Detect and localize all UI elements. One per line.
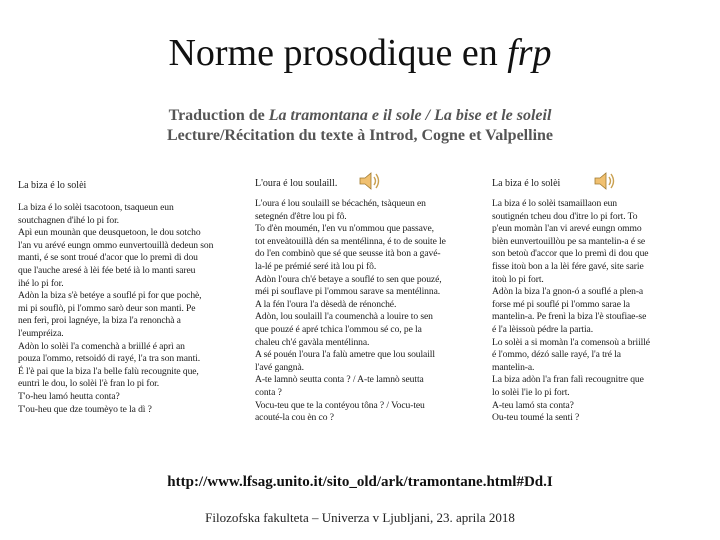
subtitle-italic: La tramontana e il sole / La bise et le soleil [268, 107, 552, 124]
subtitle-prefix: Traduction de [168, 107, 269, 124]
text-line: setegnén d'être lou pi fô. [255, 210, 347, 222]
text-line: L'oura é lou soulaill se bécachén, tsàqueun en [255, 198, 426, 209]
column-text [492, 198, 712, 425]
text-line: conta ? [255, 386, 282, 398]
text-line: méi pi souflave pi l'ommou sarave sa mentélinna. [255, 286, 441, 298]
column-valpelline [492, 172, 712, 425]
text-line: Adòn la biza l'a gnon-ó a souflé a plen-a [492, 286, 644, 298]
text-line: A-teu lamó sta conta? [492, 399, 574, 411]
text-line: Vocu-teu que te la contéyou tôna ? / Vocu-teu [255, 399, 425, 411]
column-heading: L'oura é lou soulaill. [255, 178, 338, 189]
column-cogne [255, 172, 485, 425]
text-line: do l'en combinò que sé que seusse ità bon a gavé- [255, 248, 441, 260]
speaker-icon[interactable] [357, 170, 381, 192]
source-link[interactable]: http://www.lfsag.unito.it/sito_old/ark/tramontane.html#Dd.I [167, 474, 553, 490]
text-line: l'eumpréiza. [18, 327, 64, 339]
text-line: bièn eunvertouillòu pe sa mantelin-a é se [492, 235, 646, 247]
text-line: La biza é lo solèi tsamaillaon eun [492, 198, 618, 209]
text-line: fisse itoù bon a la lèi fére gavé, site sarie [492, 260, 644, 272]
text-line: Apì eun mounàn que deusquetoon, le dou sotcho [18, 227, 201, 239]
text-line: To d'èn moumén, l'en vu n'ommou que passave, [255, 223, 434, 235]
text-line: p'eun momàn l'an vi arevé eungn ommo [492, 223, 642, 235]
text-line: La biza é lo solèi tsacotoon, tsaqueun eun [18, 202, 174, 213]
text-line: A la fén l'oura l'a dèsedà de rénonché. [255, 298, 397, 310]
text-line: mantelin-a. [492, 361, 535, 373]
text-line: lo solèi l'ie lo pi fort. [492, 386, 570, 398]
text-line: Adòn lo solèi l'a comenchà a briillé é aprì an [18, 340, 185, 352]
text-line: Lo solèi a si momàn l'a comensoù a briillé [492, 336, 650, 348]
title-main: Norme prosodique en [168, 32, 508, 74]
column-text [18, 202, 258, 416]
text-line: pouza l'ommo, retsoidó di rayé, l'a tra son manti. [18, 353, 201, 365]
text-line: soutignén tcheu dou d'itre lo pi fort. To [492, 210, 638, 222]
text-line: T'o-heu lamó heutta conta? [18, 390, 120, 402]
column-heading-row [255, 172, 485, 198]
text-line: que pouzé é apré tchica l'ommou sé co, pe la [255, 323, 422, 335]
text-line: la-lé pe prémié seré ità lou pi fô. [255, 260, 377, 272]
text-line: ihé lo pi for. [18, 277, 64, 289]
text-line: Ou-teu toumé la senti ? [492, 412, 580, 424]
subtitle-line-2: Lecture/Récitation du texte à Introd, Cogne et Valpelline [166, 127, 554, 144]
text-line: A sé pouén l'oura l'a falù ametre que lou soulaill [255, 349, 435, 361]
text-line: Adòn, lou soulaill l'a coumenchà a louire to sen [255, 311, 433, 323]
text-line: T'ou-heu que dze toumèyo te la dì ? [18, 403, 152, 415]
text-line: forse mé pi souflé pi l'ommo sarae la [492, 298, 630, 310]
text-line: acouté-la cou èn co ? [255, 412, 334, 424]
text-line: Adòn la biza s'è betéye a souflé pi for que pochè, [18, 290, 202, 302]
text-line: manti, é se sont troué d'acor que lo premì di dou [18, 252, 198, 264]
text-line: Adòn l'oura ch'é betaye a souflé to sen que pouzé, [255, 273, 442, 285]
text-line: itoù lo pi fort. [492, 273, 544, 285]
column-heading: La biza é lo solèi [18, 180, 87, 191]
text-line: l'an vu arévé eungn ommo eunvertouillà dedeun son [18, 239, 214, 251]
page-title [0, 32, 720, 74]
text-line: é l'ommo, dézó salle rayé, l'a tré la [492, 349, 621, 361]
text-line: euntrì le dou, lo solèi l'è fran lo pi for. [18, 378, 160, 390]
page-subtitle [0, 106, 720, 146]
column-text [255, 198, 485, 425]
title-italic: frp [507, 32, 552, 74]
text-line: é l'a lèissoù pédre la partia. [492, 323, 594, 335]
subtitle-line-1 [0, 106, 720, 126]
column-heading-row [18, 172, 258, 198]
text-line: chaleu ch'é gavàla mentélinna. [255, 336, 370, 348]
text-line: La biza adòn l'a fran falì recougnitre que [492, 374, 644, 386]
text-line: soutchagnen d'ihé lo pi for. [18, 214, 119, 226]
text-line: mi pi souflò, pi l'ommo sarò deur son manti. Pe [18, 302, 196, 314]
text-line: É l'è pai que la biza l'a belle falù recougnite que, [18, 365, 199, 377]
text-line: mantelin-a. Pe frenì la biza l'è stoufiae-se [492, 311, 647, 323]
footer-text: Filozofska fakulteta – Univerza v Ljubljani, 23. aprila 2018 [205, 510, 515, 525]
column-heading-row [492, 172, 712, 198]
speaker-icon[interactable] [592, 170, 616, 192]
column-introd [18, 172, 258, 416]
text-line: son betoù d'accor que lo premì di dou que [492, 248, 649, 260]
text-line: A-te lamnò seutta conta ? / A-te lamnò seutta [255, 374, 424, 386]
text-line: tot enveàtouillà dén sa mentélinna, é to de souite le [255, 235, 446, 247]
text-line: l'avé gangnà. [255, 361, 304, 373]
text-line: que l'auche aresé à lèi fée beté ià lo manti sareu [18, 264, 196, 276]
column-heading: La biza é lo solèi [492, 178, 561, 189]
text-line: nen ferì, proi lagnéye, la biza l'a renonchà a [18, 315, 181, 327]
